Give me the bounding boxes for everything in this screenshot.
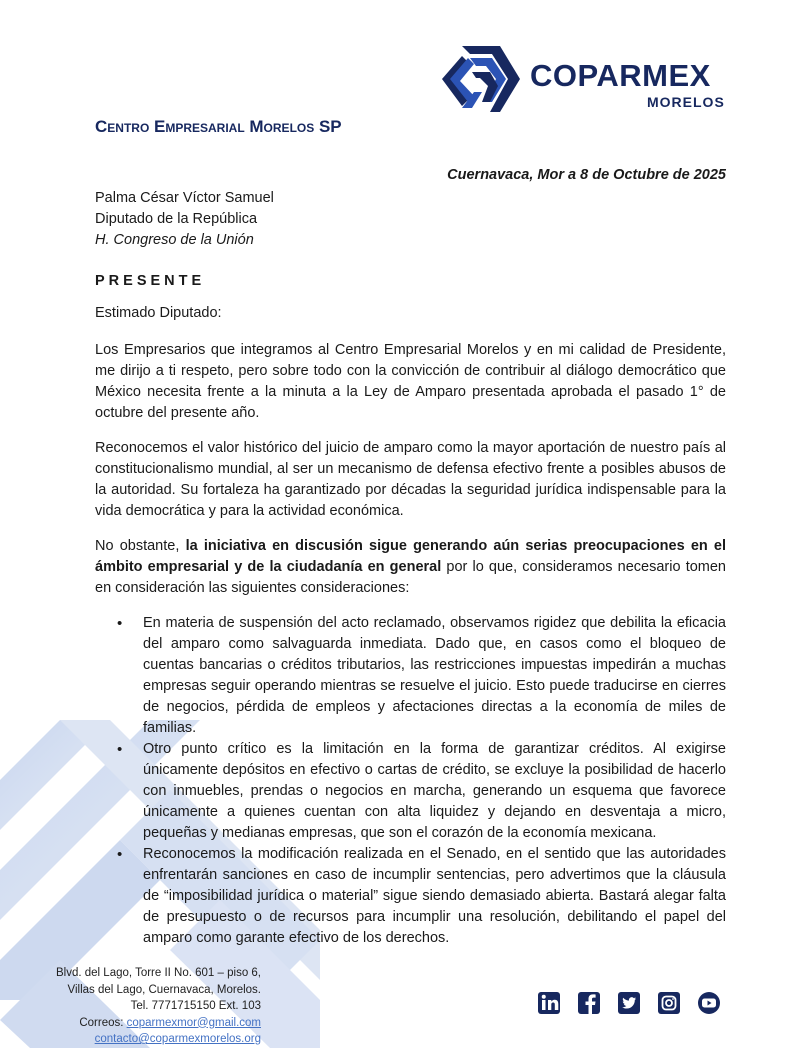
facebook-icon[interactable]: [576, 990, 602, 1016]
address-line-2: Villas del Lago, Cuernavaca, Morelos.: [67, 983, 261, 996]
letter-body: [95, 340, 726, 949]
phone: Tel. 7771715150 Ext. 103: [130, 1000, 261, 1012]
paragraph-3-end: por lo que, consideramos necesario tomen en consideración las siguientes consideraciones:: [95, 559, 726, 596]
emails-line: [40, 1015, 261, 1032]
list-item: • Reconocemos la modificación realizada en el Senado, en el sentido que las autoridades enfrentarán sanciones en caso de incumplir sentencias, pero advertimos que la cláusula de “imposibilidad jurídica o material” sigue siendo demasiado abierta. Bastará alegar falta de presupuesto o de recursos para incumplir una resolución, debilitando el papel del amparo como garante efectivo de los derechos.: [143, 844, 726, 949]
youtube-icon[interactable]: [696, 990, 722, 1016]
paragraph-3: [95, 536, 726, 599]
brand-subname: MORELOS: [647, 94, 725, 110]
paragraph-2: Reconocemos el valor histórico del juicio de amparo como la mayor aportación de nuestro país al constitucionalismo mundial, al ser un mecanismo de defensa efectivo frente a posibles abusos de la autoridad. Su fortaleza ha garantizado por décadas la seguridad jurídica indispensable para la vida democrática y para la actividad económica.: [95, 440, 726, 519]
recipient-role: Diputado de la República: [95, 211, 258, 227]
org-title-text: Centro Empresarial Morelos SP: [95, 117, 342, 136]
recipient-block: [95, 188, 274, 251]
address-line-1: Blvd. del Lago, Torre II No. 601 – piso 6,: [56, 967, 261, 979]
presente-heading: PRESENTE: [95, 273, 206, 289]
coparmex-mark-icon: [442, 46, 520, 112]
org-title: [95, 117, 342, 137]
email-label: Correos:: [79, 1016, 127, 1029]
concerns-list: [95, 613, 726, 949]
paragraph-1: Los Empresarios que integramos al Centro Empresarial Morelos y en mi calidad de Presidente, me dirijo a ti respeto, pero sobre todo con la convicción de contribuir al diálogo democrático que México necesita frente a la minuta a la Ley de Amparo presentada aprobada el pasado 1° de octubre del presente año.: [95, 342, 726, 421]
social-icons: [536, 990, 726, 1020]
twitter-icon[interactable]: [616, 990, 642, 1016]
emails-line-2: [40, 1031, 261, 1048]
letter-date: Cuernavaca, Mor a 8 de Octubre de 2025: [447, 167, 726, 183]
linkedin-icon[interactable]: [536, 990, 562, 1016]
email-link-1[interactable]: coparmexmor@gmail.com: [126, 1016, 261, 1029]
list-item: • En materia de suspensión del acto reclamado, observamos rigidez que debilita la eficacia del amparo como salvaguarda inmediata. Dado que, en casos como el bloqueo de cuentas bancarias o créditos tributarios, las restricciones impuestas impedirán a muchas empresas seguir operando mientras se resuelve el juicio. Esto puede traducirse en cierres de negocios, pérdida de empleos y afectaciones directas a la economía de miles de familias.: [143, 613, 726, 739]
paragraph-3-bold: la iniciativa en discusión sigue generando aún serias preocupaciones en el ámbito empresarial y de la ciudadanía en general: [95, 538, 727, 575]
greeting: Estimado Diputado:: [95, 305, 222, 321]
footer-address: [40, 965, 261, 1048]
coparmex-logo: [442, 46, 742, 112]
list-item: • Otro punto crítico es la limitación en la forma de garantizar créditos. Al exigirse únicamente depósitos en efectivo o cartas de crédito, se excluye la posibilidad de hacerlo con inmuebles, prendas o negocios en marcha, generando un esquema que favorece únicamente a quienes cuentan con alta liquidez y dejando en desventaja a micro, pequeñas y medianas empresas, que son el corazón de la economía mexicana.: [143, 739, 726, 844]
instagram-icon[interactable]: [656, 990, 682, 1016]
recipient-name: Palma César Víctor Samuel: [95, 190, 274, 206]
recipient-org: H. Congreso de la Unión: [95, 232, 254, 248]
email-link-2[interactable]: contacto@coparmexmorelos.org: [94, 1033, 261, 1045]
brand-name: COPARMEX: [530, 58, 711, 93]
paragraph-3-start: No obstante,: [95, 538, 186, 554]
